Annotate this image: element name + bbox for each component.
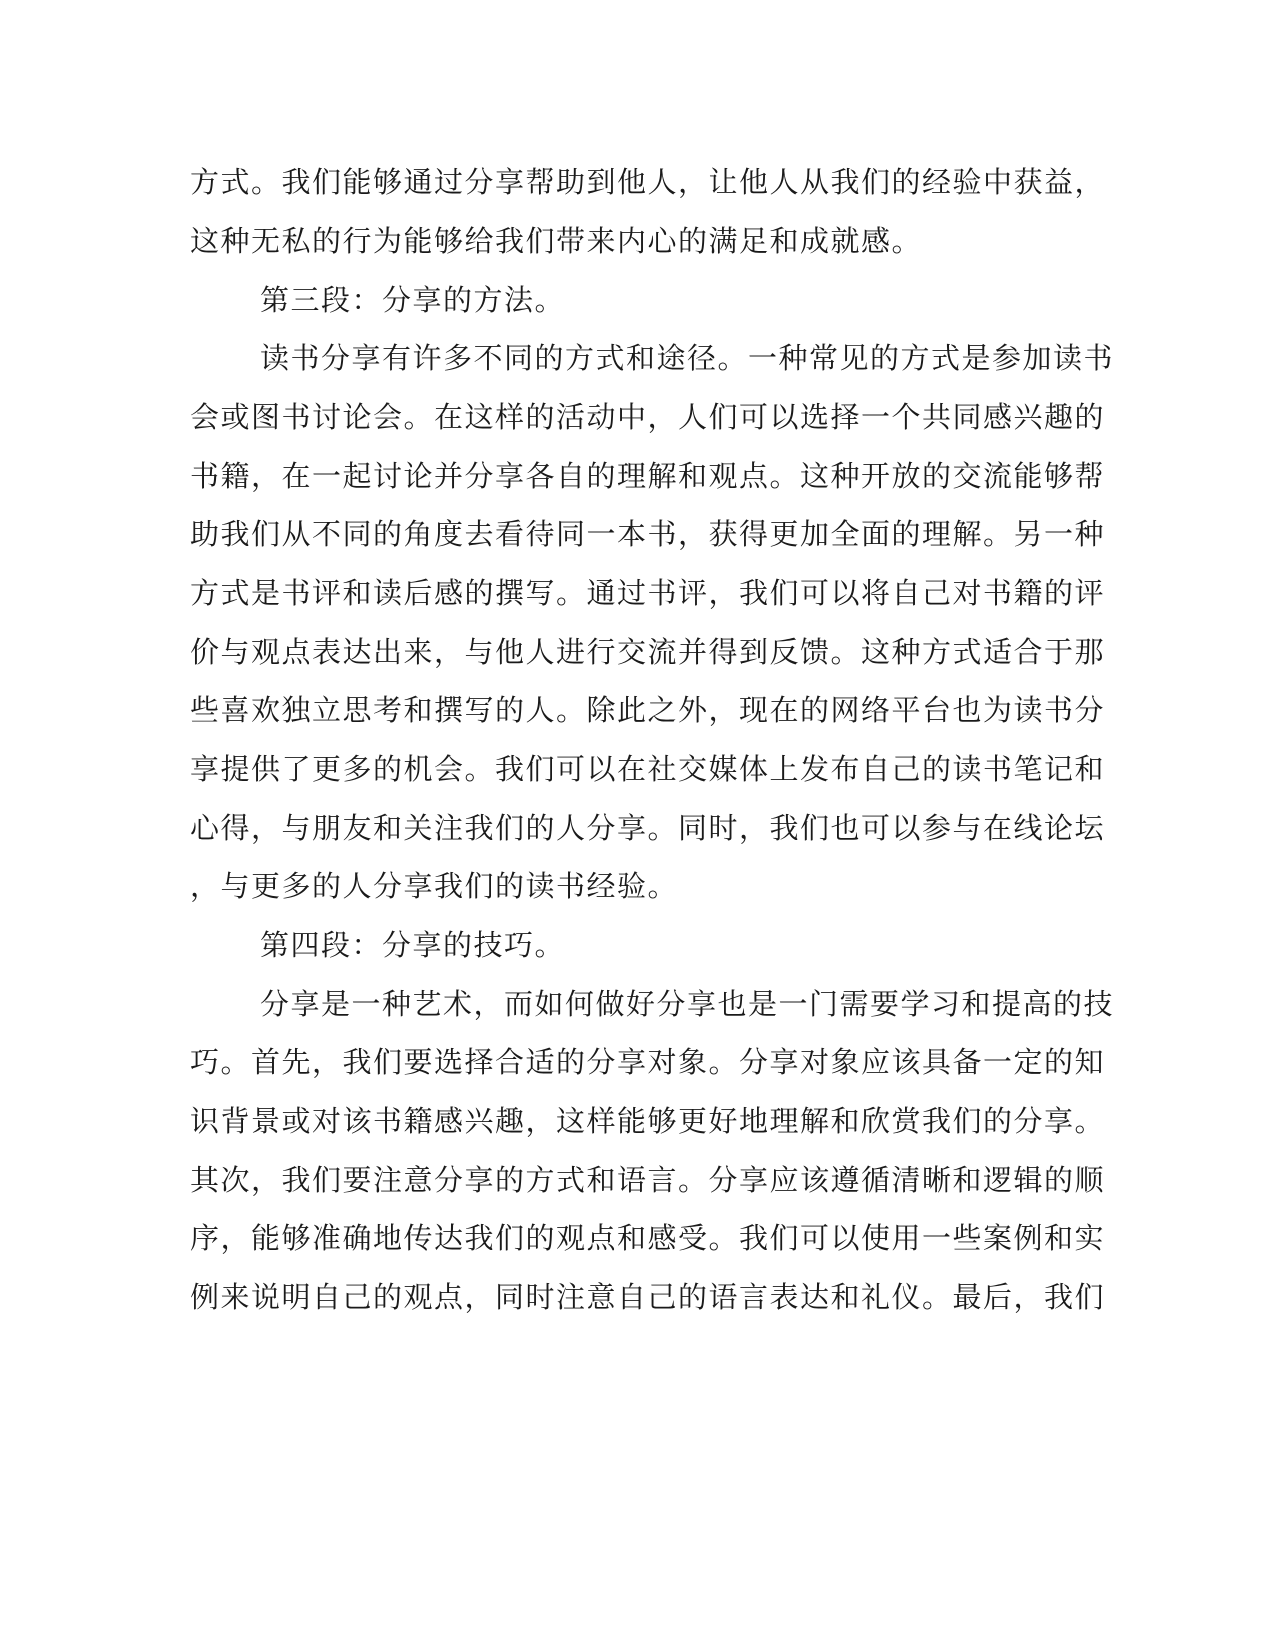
text-line: 书籍，在一起讨论并分享各自的理解和观点。这种开放的交流能够帮	[190, 459, 1106, 493]
text-line: 读书分享有许多不同的方式和途径。一种常见的方式是参加读书	[260, 341, 1115, 375]
text-line: 序，能够准确地传达我们的观点和感受。我们可以使用一些案例和实	[190, 1221, 1106, 1255]
text-line: 会或图书讨论会。在这样的活动中，人们可以选择一个共同感兴趣的	[190, 400, 1106, 434]
text-line: 巧。首先，我们要选择合适的分享对象。分享对象应该具备一定的知	[190, 1045, 1106, 1079]
text-line: 享提供了更多的机会。我们可以在社交媒体上发布自己的读书笔记和	[190, 752, 1106, 786]
text-line: 价与观点表达出来，与他人进行交流并得到反馈。这种方式适合于那	[190, 635, 1106, 669]
text-line: 方式。我们能够通过分享帮助到他人，让他人从我们的经验中获益，	[190, 165, 1106, 199]
text-line: 这种无私的行为能够给我们带来内心的满足和成就感。	[190, 224, 923, 258]
section-heading-3: 第三段：分享的方法。	[260, 283, 566, 317]
text-line: 分享是一种艺术，而如何做好分享也是一门需要学习和提高的技	[260, 987, 1115, 1021]
text-line: 方式是书评和读后感的撰写。通过书评，我们可以将自己对书籍的评	[190, 576, 1106, 610]
text-line: 识背景或对该书籍感兴趣，这样能够更好地理解和欣赏我们的分享。	[190, 1104, 1106, 1138]
text-line: 例来说明自己的观点，同时注意自己的语言表达和礼仪。最后，我们	[190, 1280, 1106, 1314]
text-line: ，与更多的人分享我们的读书经验。	[190, 869, 679, 903]
text-line: 助我们从不同的角度去看待同一本书，获得更加全面的理解。另一种	[190, 517, 1106, 551]
text-line: 些喜欢独立思考和撰写的人。除此之外，现在的网络平台也为读书分	[190, 693, 1106, 727]
text-line: 心得，与朋友和关注我们的人分享。同时，我们也可以参与在线论坛	[190, 811, 1106, 845]
text-line: 其次，我们要注意分享的方式和语言。分享应该遵循清晰和逻辑的顺	[190, 1163, 1106, 1197]
section-heading-4: 第四段：分享的技巧。	[260, 928, 566, 962]
